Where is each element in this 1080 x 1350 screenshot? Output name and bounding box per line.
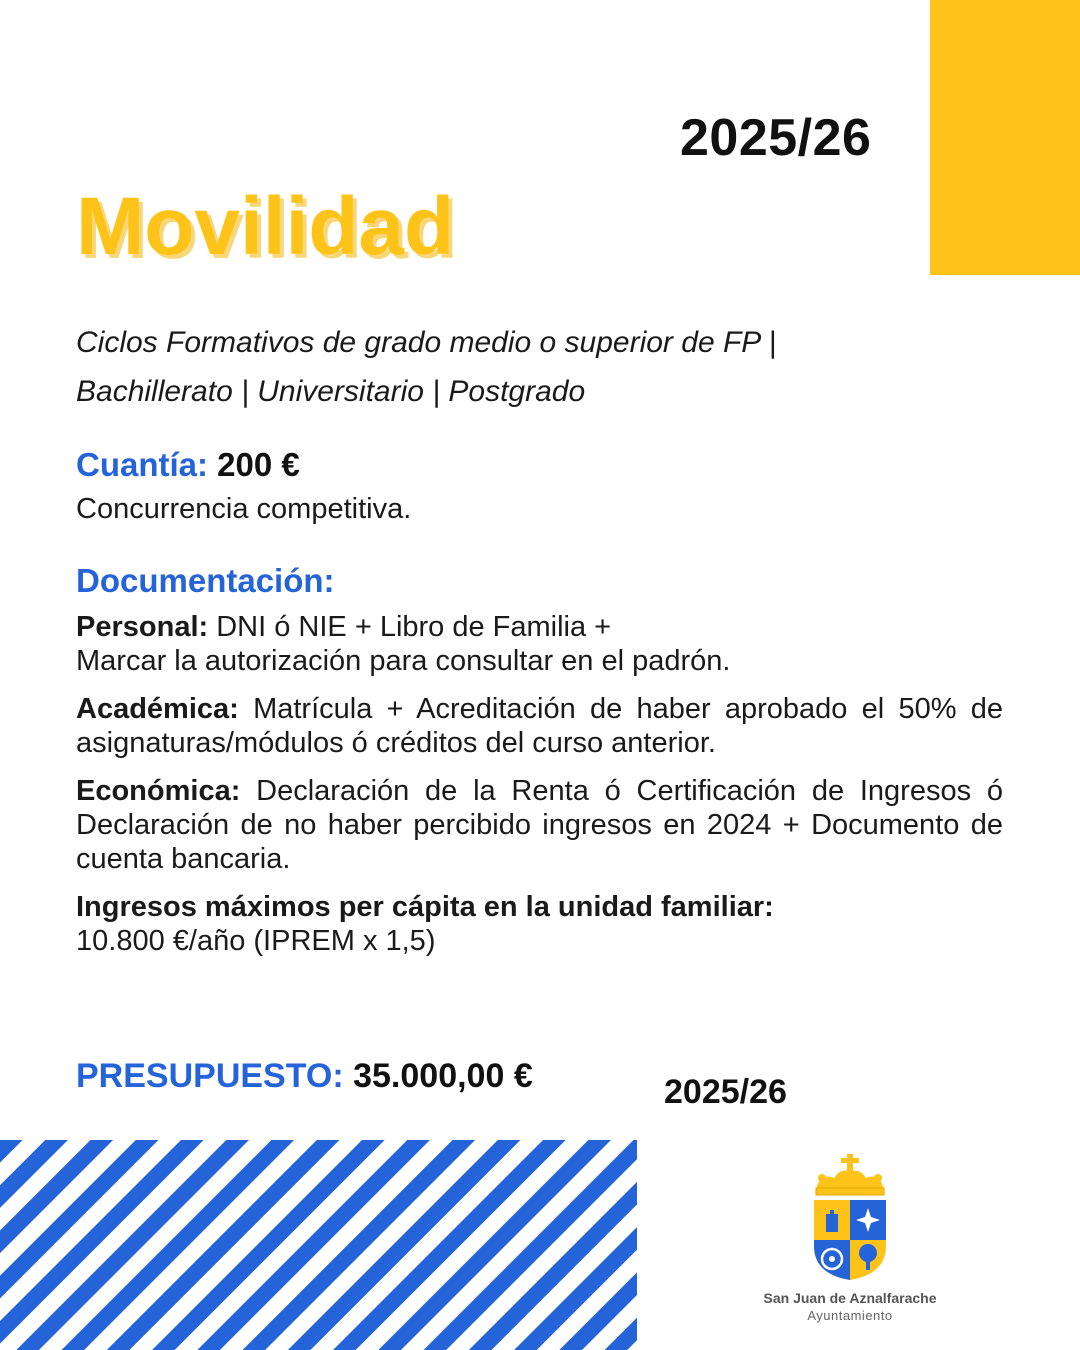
municipal-logo (740, 1150, 960, 1323)
eligible-studies-line-2: Bachillerato | Universitario | Postgrado (76, 375, 586, 408)
budget-label: PRESUPUESTO: (76, 1057, 344, 1095)
organization-name: San Juan de Aznalfarache (763, 1290, 937, 1306)
documentation-heading: Documentación: (76, 562, 335, 599)
yellow-corner-block (930, 0, 1080, 275)
amount-value: 200 € (217, 446, 300, 483)
header-year: 2025/26 (680, 109, 872, 167)
doc-personal-label: Personal: (76, 611, 209, 643)
doc-academic (76, 692, 1003, 760)
eligible-studies (76, 318, 896, 416)
organization-subtitle: Ayuntamiento (807, 1308, 893, 1323)
doc-economic (76, 774, 1003, 876)
doc-academic-text: Matrícula + Acreditación de haber aprobado el 50% de asignaturas/módulos ó créditos del curso anterior. (76, 693, 1003, 759)
page-title: Movilidad (76, 181, 455, 272)
budget-line (76, 1057, 533, 1096)
amount-label: Cuantía: (76, 446, 208, 483)
income-value: 10.800 €/año (IPREM x 1,5) (76, 925, 436, 957)
budget-year: 2025/26 (664, 1073, 787, 1111)
doc-personal-line-1: DNI ó NIE + Libro de Familia + (216, 611, 612, 643)
doc-personal-line-2: Marcar la autorización para consultar en el padrón. (76, 645, 731, 677)
coat-of-arms-icon (810, 1150, 890, 1282)
award-mode: Concurrencia competitiva. (76, 493, 412, 525)
doc-academic-label: Académica: (76, 693, 239, 725)
income-label: Ingresos máximos per cápita en la unidad familiar: (76, 891, 774, 923)
doc-economic-label: Económica: (76, 775, 241, 807)
income-limit (76, 890, 774, 958)
budget-value: 35.000,00 € (353, 1057, 533, 1095)
amount-line (76, 446, 300, 484)
doc-economic-text: Declaración de la Renta ó Certificación de Ingresos ó Declaración de no haber percibido ingresos en 2024 + Documento de cuenta bancaria. (76, 775, 1003, 875)
eligible-studies-line-1: Ciclos Formativos de grado medio o superior de FP | (76, 326, 777, 359)
doc-personal (76, 610, 1003, 678)
diagonal-stripes-pattern (0, 1140, 637, 1350)
